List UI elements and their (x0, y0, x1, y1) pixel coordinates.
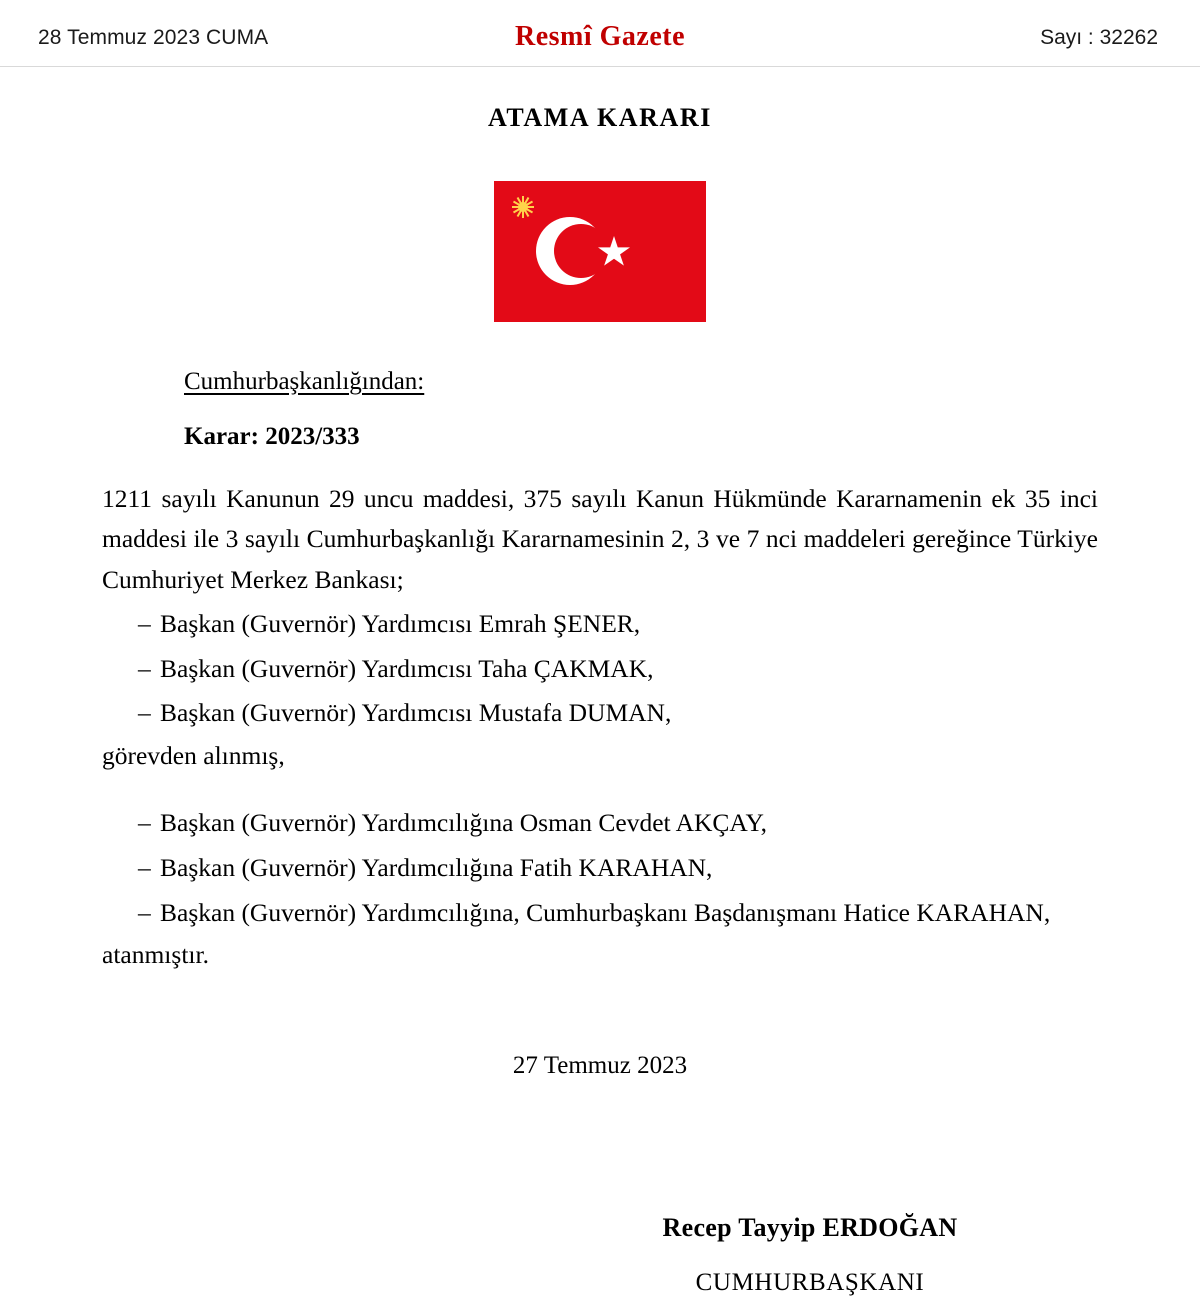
list-item (102, 604, 1098, 645)
turkish-flag-icon (494, 181, 706, 322)
page-title: ATAMA KARARI (487, 103, 713, 132)
issuing-authority: Cumhurbaşkanlığından: (184, 368, 425, 395)
appointed-person-1: Başkan (Guvernör) Yardımcılığına Osman Cevdet AKÇAY, (160, 808, 767, 838)
list-dash: – (138, 698, 151, 728)
list-item (102, 803, 1098, 844)
sun-burst-icon (512, 196, 534, 218)
signature-block (102, 1207, 1098, 1303)
gazette-title: Resmî Gazete (514, 21, 686, 52)
flag-container (0, 181, 1200, 322)
document-body (50, 362, 1150, 1303)
decision-date: 27 Temmuz 2023 (512, 1052, 688, 1080)
appointed-person-2: Başkan (Guvernör) Yardımcılığına Fatih KARAHAN, (160, 852, 713, 882)
list-dash: – (138, 608, 151, 638)
dismissed-closing: görevden alınmış, (102, 741, 285, 771)
list-item (102, 649, 1098, 690)
appointed-person-3: Başkan (Guvernör) Yardımcılığına, Cumhurbaşkanı Başdanışmanı Hatice KARAHAN, (160, 897, 1051, 927)
gazette-date: 28 Temmuz 2023 CUMA (38, 26, 269, 49)
dismissed-person-1: Başkan (Guvernör) Yardımcısı Emrah ŞENER, (160, 608, 641, 638)
decision-number: Karar: 2023/333 (184, 422, 360, 450)
gazette-issue-number: Sayı : 32262 (1040, 26, 1158, 49)
appointed-closing: atanmıştır. (102, 940, 209, 970)
list-dash: – (138, 897, 151, 927)
list-dash: – (138, 852, 151, 882)
list-item (102, 893, 1098, 934)
signatory-role: CUMHURBAŞKANI (695, 1268, 925, 1296)
list-dash: – (138, 653, 151, 683)
list-item (102, 693, 1098, 734)
dismissed-person-2: Başkan (Guvernör) Yardımcısı Taha ÇAKMAK, (160, 653, 654, 683)
list-item (102, 848, 1098, 889)
masthead (0, 0, 1200, 67)
legal-basis-paragraph: 1211 sayılı Kanunun 29 uncu maddesi, 375 sayılı Kanun Hükmünde Kararnamenin ek 35 inci maddesi ile 3 sayılı Cumhurbaşkanlığı Kararnamesinin 2, 3 ve 7 nci maddeleri gereğince Türkiye Cumhuriyet Merkez Bankası; (102, 484, 1098, 594)
list-dash: – (138, 808, 151, 838)
dismissed-person-3: Başkan (Guvernör) Yardımcısı Mustafa DUMAN, (160, 698, 672, 728)
signatory-name: Recep Tayyip ERDOĞAN (662, 1212, 958, 1242)
